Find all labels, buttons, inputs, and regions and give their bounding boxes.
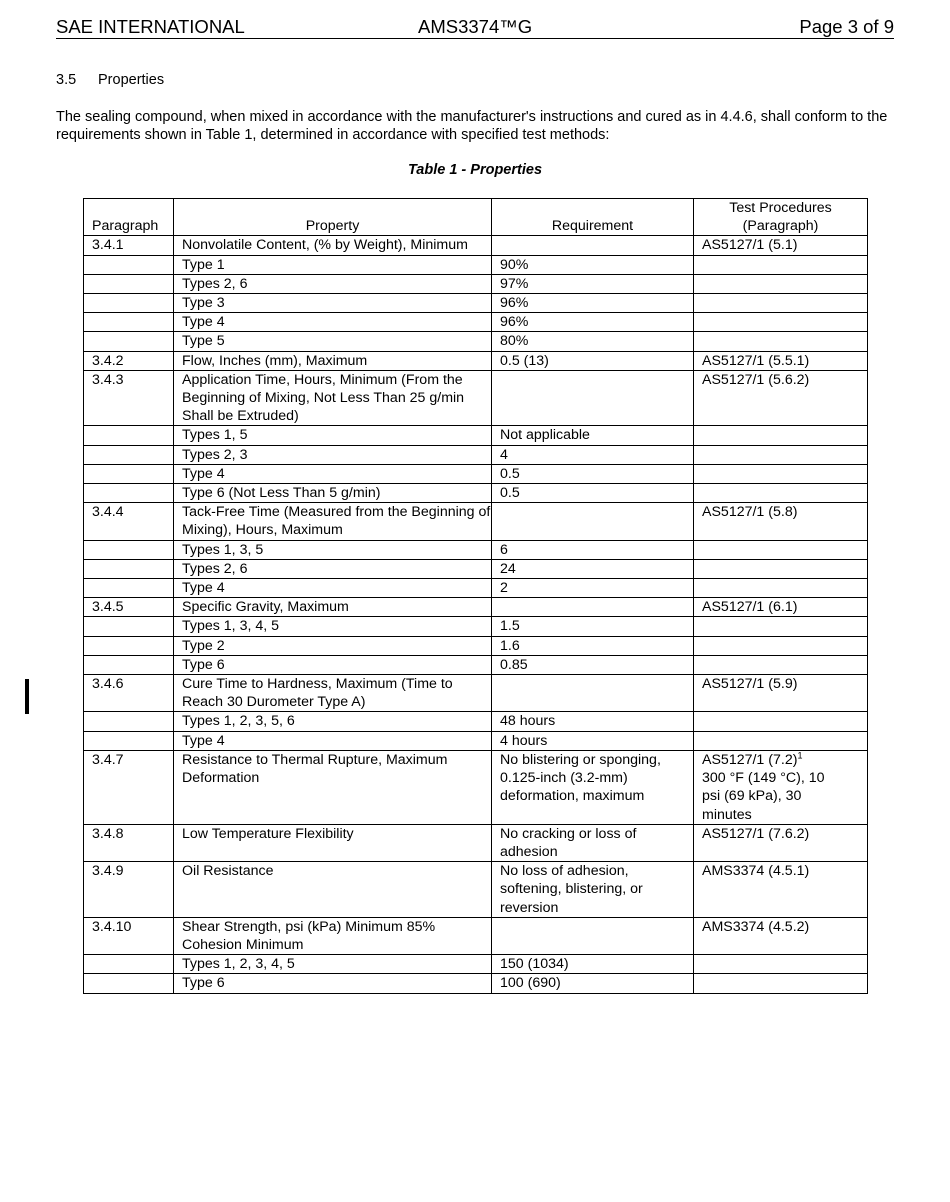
table-row xyxy=(84,236,868,255)
cell-paragraph xyxy=(84,731,174,750)
cell-paragraph xyxy=(84,445,174,464)
table-row xyxy=(84,862,868,918)
table-row xyxy=(84,559,868,578)
table-body xyxy=(84,236,868,993)
cell-property: Oil Resistance xyxy=(174,862,492,918)
cell-property: Type 2 xyxy=(174,636,492,655)
cell-test-text: AS5127/1 (5.6.2) xyxy=(702,371,810,388)
table-row xyxy=(84,370,868,426)
cell-paragraph xyxy=(84,579,174,598)
page-header xyxy=(56,16,894,39)
cell-requirement: 0.5 (13) xyxy=(492,351,694,370)
table-header-row xyxy=(84,199,868,236)
cell-property: Type 4 xyxy=(174,579,492,598)
cell-requirement: 90% xyxy=(492,255,694,274)
table-row xyxy=(84,484,868,503)
cell-test xyxy=(694,750,868,824)
cell-paragraph xyxy=(84,540,174,559)
cell-requirement: Not applicable xyxy=(492,426,694,445)
cell-requirement: No cracking or loss of adhesion xyxy=(492,824,694,861)
section-title: Properties xyxy=(98,72,165,88)
cell-paragraph xyxy=(84,484,174,503)
cell-test xyxy=(694,426,868,445)
cell-paragraph: 3.4.5 xyxy=(84,598,174,617)
table-row xyxy=(84,636,868,655)
cell-test-text: AS5127/1 (6.1) xyxy=(702,599,798,616)
cell-test xyxy=(694,332,868,351)
cell-paragraph: 3.4.9 xyxy=(84,862,174,918)
cell-requirement: 24 xyxy=(492,559,694,578)
cell-test xyxy=(694,445,868,464)
cell-paragraph xyxy=(84,559,174,578)
cell-paragraph: 3.4.2 xyxy=(84,351,174,370)
cell-paragraph xyxy=(84,332,174,351)
cell-requirement: 80% xyxy=(492,332,694,351)
header-test-line1: Test Procedures xyxy=(729,200,832,216)
cell-paragraph xyxy=(84,255,174,274)
header-paragraph: Paragraph xyxy=(84,199,174,236)
cell-property: Types 1, 3, 4, 5 xyxy=(174,617,492,636)
table-row xyxy=(84,598,868,617)
table-row xyxy=(84,655,868,674)
cell-requirement: 48 hours xyxy=(492,712,694,731)
cell-test xyxy=(694,236,868,255)
table-row xyxy=(84,917,868,954)
cell-test xyxy=(694,274,868,293)
cell-property: Types 2, 6 xyxy=(174,274,492,293)
table-row xyxy=(84,294,868,313)
cell-paragraph: 3.4.7 xyxy=(84,750,174,824)
cell-requirement: 96% xyxy=(492,294,694,313)
cell-test xyxy=(694,731,868,750)
cell-test xyxy=(694,255,868,274)
cell-property: Resistance to Thermal Rupture, Maximum Deformation xyxy=(174,750,492,824)
properties-table xyxy=(83,198,868,994)
cell-property: Cure Time to Hardness, Maximum (Time to Reach 30 Durometer Type A) xyxy=(174,675,492,712)
table-row xyxy=(84,731,868,750)
cell-test-text: AS5127/1 (5.8) xyxy=(702,504,798,521)
table-row xyxy=(84,824,868,861)
cell-requirement: 4 xyxy=(492,445,694,464)
cell-test xyxy=(694,598,868,617)
table-row xyxy=(84,712,868,731)
cell-test xyxy=(694,974,868,993)
cell-requirement: 0.5 xyxy=(492,464,694,483)
cell-requirement: 1.5 xyxy=(492,617,694,636)
cell-paragraph: 3.4.3 xyxy=(84,370,174,426)
table-row xyxy=(84,332,868,351)
table-row xyxy=(84,750,868,824)
cell-property: Type 6 xyxy=(174,974,492,993)
cell-test-text: AS5127/1 (7.6.2) xyxy=(702,825,810,842)
cell-property: Types 1, 3, 5 xyxy=(174,540,492,559)
cell-property: Shear Strength, psi (kPa) Minimum 85% Cohesion Minimum xyxy=(174,917,492,954)
cell-test xyxy=(694,294,868,313)
cell-property: Types 1, 2, 3, 4, 5 xyxy=(174,955,492,974)
cell-property: Specific Gravity, Maximum xyxy=(174,598,492,617)
cell-test-text: AMS3374 (4.5.2) xyxy=(702,918,810,935)
cell-requirement xyxy=(492,236,694,255)
cell-property: Application Time, Hours, Minimum (From the Beginning of Mixing, Not Less Than 25 g/min Shall be Extruded) xyxy=(174,370,492,426)
cell-test xyxy=(694,862,868,918)
cell-property: Types 2, 3 xyxy=(174,445,492,464)
cell-test xyxy=(694,617,868,636)
table-row xyxy=(84,617,868,636)
cell-test xyxy=(694,824,868,861)
intro-paragraph: The sealing compound, when mixed in accordance with the manufacturer's instructions and cured as in 4.4.6, shall conform to the requirements shown in Table 1, determined in accordance with specified test methods: xyxy=(56,109,888,143)
cell-requirement xyxy=(492,917,694,954)
cell-paragraph xyxy=(84,313,174,332)
cell-paragraph: 3.4.4 xyxy=(84,503,174,540)
cell-requirement: No blistering or sponging, 0.125-inch (3.2-mm) deformation, maximum xyxy=(492,750,694,824)
revision-bar xyxy=(25,679,29,714)
table-row xyxy=(84,351,868,370)
cell-paragraph: 3.4.1 xyxy=(84,236,174,255)
cell-property: Type 5 xyxy=(174,332,492,351)
cell-property: Flow, Inches (mm), Maximum xyxy=(174,351,492,370)
cell-test xyxy=(694,917,868,954)
cell-test-text: AS5127/1 (5.5.1) xyxy=(702,352,810,369)
cell-test xyxy=(694,579,868,598)
cell-property: Type 6 xyxy=(174,655,492,674)
table-row xyxy=(84,313,868,332)
table-row xyxy=(84,579,868,598)
table-row xyxy=(84,426,868,445)
cell-requirement: 97% xyxy=(492,274,694,293)
header-test-line2: (Paragraph) xyxy=(742,218,819,235)
cell-requirement: 4 hours xyxy=(492,731,694,750)
cell-paragraph xyxy=(84,464,174,483)
table-row xyxy=(84,974,868,993)
cell-test xyxy=(694,351,868,370)
header-test-procedures xyxy=(694,199,868,236)
cell-test xyxy=(694,559,868,578)
cell-paragraph xyxy=(84,712,174,731)
header-requirement: Requirement xyxy=(492,199,694,236)
table-row xyxy=(84,503,868,540)
cell-paragraph xyxy=(84,294,174,313)
header-org: SAE INTERNATIONAL xyxy=(56,16,245,37)
cell-paragraph xyxy=(84,274,174,293)
cell-requirement xyxy=(492,598,694,617)
cell-test-text: AS5127/1 (5.1) xyxy=(702,237,798,254)
cell-test-text: AMS3374 (4.5.1) xyxy=(702,863,810,880)
cell-property: Types 1, 5 xyxy=(174,426,492,445)
cell-test xyxy=(694,675,868,712)
cell-requirement: 2 xyxy=(492,579,694,598)
cell-requirement xyxy=(492,675,694,712)
cell-requirement: 6 xyxy=(492,540,694,559)
cell-paragraph xyxy=(84,426,174,445)
footnote-ref: 1 xyxy=(797,750,803,761)
cell-requirement xyxy=(492,370,694,426)
cell-test-conditions: 300 °F (149 °C), 10 psi (69 kPa), 30 minutes xyxy=(702,770,825,823)
cell-paragraph xyxy=(84,974,174,993)
section-heading xyxy=(56,72,164,88)
cell-property: Types 2, 6 xyxy=(174,559,492,578)
cell-requirement: 1.6 xyxy=(492,636,694,655)
cell-test-text: AS5127/1 (5.9) xyxy=(702,676,798,693)
cell-test xyxy=(694,636,868,655)
header-page-number: Page 3 of 9 xyxy=(799,16,894,37)
cell-property: Tack-Free Time (Measured from the Beginning of Mixing), Hours, Maximum xyxy=(174,503,492,540)
cell-paragraph xyxy=(84,617,174,636)
cell-paragraph: 3.4.10 xyxy=(84,917,174,954)
cell-requirement: 0.5 xyxy=(492,484,694,503)
cell-requirement: 0.85 xyxy=(492,655,694,674)
cell-test xyxy=(694,370,868,426)
cell-paragraph xyxy=(84,955,174,974)
cell-property: Types 1, 2, 3, 5, 6 xyxy=(174,712,492,731)
cell-paragraph: 3.4.6 xyxy=(84,675,174,712)
table-row xyxy=(84,274,868,293)
cell-paragraph: 3.4.8 xyxy=(84,824,174,861)
cell-paragraph xyxy=(84,636,174,655)
header-property: Property xyxy=(174,199,492,236)
cell-property: Type 4 xyxy=(174,313,492,332)
cell-property: Type 3 xyxy=(174,294,492,313)
cell-requirement: 150 (1034) xyxy=(492,955,694,974)
table-row xyxy=(84,445,868,464)
cell-test xyxy=(694,955,868,974)
cell-requirement xyxy=(492,503,694,540)
cell-test xyxy=(694,655,868,674)
table-row xyxy=(84,955,868,974)
cell-requirement: 100 (690) xyxy=(492,974,694,993)
cell-requirement: 96% xyxy=(492,313,694,332)
cell-requirement: No loss of adhesion, softening, blistering, or reversion xyxy=(492,862,694,918)
cell-property: Type 1 xyxy=(174,255,492,274)
cell-paragraph xyxy=(84,655,174,674)
cell-test xyxy=(694,503,868,540)
table-row xyxy=(84,464,868,483)
cell-test xyxy=(694,484,868,503)
cell-test xyxy=(694,313,868,332)
table-row xyxy=(84,675,868,712)
cell-test xyxy=(694,540,868,559)
cell-test-text: AS5127/1 (7.2) xyxy=(702,751,798,768)
cell-test xyxy=(694,712,868,731)
cell-property: Type 4 xyxy=(174,464,492,483)
cell-property: Nonvolatile Content, (% by Weight), Minimum xyxy=(174,236,492,255)
cell-property: Low Temperature Flexibility xyxy=(174,824,492,861)
cell-test xyxy=(694,464,868,483)
header-doc-id: AMS3374™G xyxy=(418,16,533,37)
cell-property: Type 6 (Not Less Than 5 g/min) xyxy=(174,484,492,503)
table-row xyxy=(84,255,868,274)
section-number: 3.5 xyxy=(56,72,77,88)
cell-property: Type 4 xyxy=(174,731,492,750)
table-caption: Table 1 - Properties xyxy=(407,162,543,178)
table-row xyxy=(84,540,868,559)
